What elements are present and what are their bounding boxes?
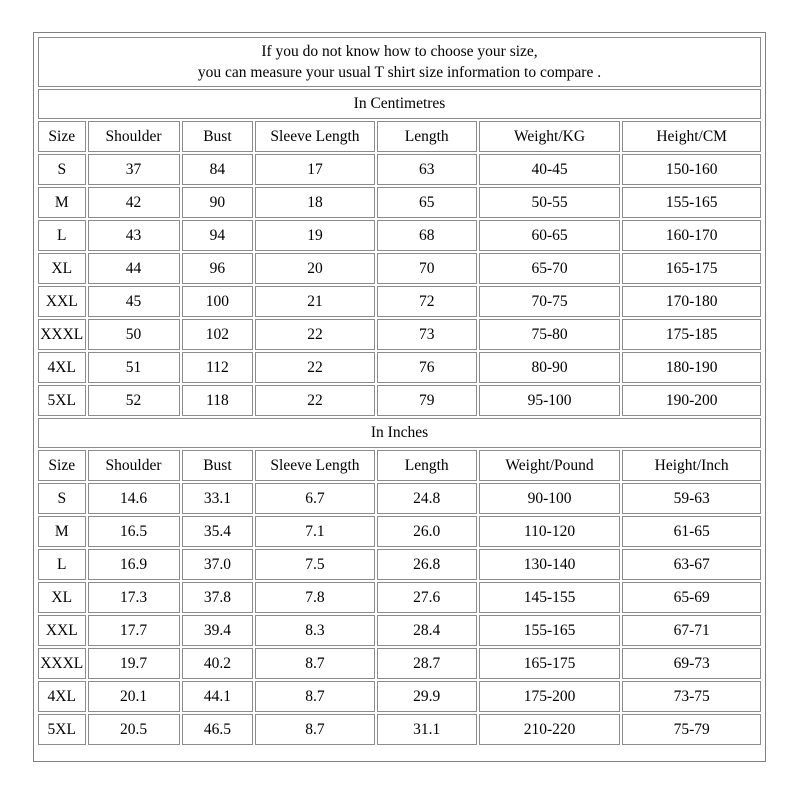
table-cell: 14.6 (88, 483, 180, 514)
table-cell: 63-67 (622, 549, 761, 580)
table-cell: 110-120 (479, 516, 621, 547)
table-cell: 73 (377, 319, 477, 350)
table-cell: 7.8 (255, 582, 374, 613)
table-cell: 35.4 (182, 516, 254, 547)
table-cell: 44.1 (182, 681, 254, 712)
header-row-centimetres (38, 121, 761, 152)
table-cell: 75-79 (622, 714, 761, 745)
table-cell: 175-185 (622, 319, 761, 350)
table-cell: 96 (182, 253, 254, 284)
table-row (38, 648, 761, 679)
table-cell: 73-75 (622, 681, 761, 712)
table-cell: 94 (182, 220, 254, 251)
table-cell: 60-65 (479, 220, 621, 251)
table-cell: 65-69 (622, 582, 761, 613)
table-cell: 100 (182, 286, 254, 317)
table-cell: 175-200 (479, 681, 621, 712)
table-cell: 21 (255, 286, 374, 317)
column-header: Shoulder (88, 121, 180, 152)
table-cell: 170-180 (622, 286, 761, 317)
table-cell: 50 (88, 319, 180, 350)
size-cell: XXL (38, 615, 86, 646)
table-cell: 65 (377, 187, 477, 218)
table-cell: 180-190 (622, 352, 761, 383)
table-row (38, 681, 761, 712)
table-cell: 20 (255, 253, 374, 284)
size-chart-table (36, 35, 763, 747)
column-header: Bust (182, 450, 254, 481)
table-cell: 65-70 (479, 253, 621, 284)
column-header: Sleeve Length (255, 450, 374, 481)
table-cell: 29.9 (377, 681, 477, 712)
table-cell: 22 (255, 319, 374, 350)
table-cell: 76 (377, 352, 477, 383)
column-header: Height/CM (622, 121, 761, 152)
table-cell: 51 (88, 352, 180, 383)
table-cell: 22 (255, 352, 374, 383)
table-cell: 68 (377, 220, 477, 251)
column-header: Sleeve Length (255, 121, 374, 152)
table-cell: 155-165 (622, 187, 761, 218)
table-cell: 28.4 (377, 615, 477, 646)
size-cell: M (38, 516, 86, 547)
table-cell: 8.7 (255, 714, 374, 745)
size-cell: S (38, 483, 86, 514)
table-row (38, 714, 761, 745)
table-cell: 19 (255, 220, 374, 251)
table-cell: 50-55 (479, 187, 621, 218)
table-row (38, 615, 761, 646)
table-cell: 16.5 (88, 516, 180, 547)
size-cell: XL (38, 253, 86, 284)
table-cell: 63 (377, 154, 477, 185)
table-cell: 118 (182, 385, 254, 416)
size-cell: 5XL (38, 714, 86, 745)
size-cell: XXXL (38, 648, 86, 679)
section-title-centimetres: In Centimetres (38, 89, 761, 119)
table-cell: 26.8 (377, 549, 477, 580)
column-header: Weight/KG (479, 121, 621, 152)
size-cell: S (38, 154, 86, 185)
column-header: Length (377, 121, 477, 152)
size-cell: 5XL (38, 385, 86, 416)
table-cell: 45 (88, 286, 180, 317)
table-cell: 37.0 (182, 549, 254, 580)
section-title-inches: In Inches (38, 418, 761, 448)
table-row (38, 516, 761, 547)
table-cell: 84 (182, 154, 254, 185)
table-cell: 20.1 (88, 681, 180, 712)
table-cell: 37 (88, 154, 180, 185)
table-cell: 75-80 (479, 319, 621, 350)
table-cell: 79 (377, 385, 477, 416)
table-cell: 102 (182, 319, 254, 350)
column-header: Bust (182, 121, 254, 152)
table-cell: 8.7 (255, 681, 374, 712)
table-cell: 31.1 (377, 714, 477, 745)
table-cell: 33.1 (182, 483, 254, 514)
table-cell: 43 (88, 220, 180, 251)
column-header: Length (377, 450, 477, 481)
table-cell: 40-45 (479, 154, 621, 185)
table-cell: 165-175 (479, 648, 621, 679)
table-cell: 112 (182, 352, 254, 383)
table-cell: 190-200 (622, 385, 761, 416)
size-cell: XL (38, 582, 86, 613)
table-cell: 61-65 (622, 516, 761, 547)
table-cell: 37.8 (182, 582, 254, 613)
header-row-inches (38, 450, 761, 481)
size-cell: XXL (38, 286, 86, 317)
table-row (38, 549, 761, 580)
table-cell: 145-155 (479, 582, 621, 613)
column-header: Size (38, 121, 86, 152)
intro-note (38, 37, 761, 87)
table-cell: 210-220 (479, 714, 621, 745)
table-row (38, 154, 761, 185)
size-cell: L (38, 549, 86, 580)
size-cell: L (38, 220, 86, 251)
table-row (38, 253, 761, 284)
table-cell: 44 (88, 253, 180, 284)
table-cell: 19.7 (88, 648, 180, 679)
table-cell: 90-100 (479, 483, 621, 514)
table-cell: 80-90 (479, 352, 621, 383)
size-cell: M (38, 187, 86, 218)
size-cell: 4XL (38, 352, 86, 383)
table-cell: 90 (182, 187, 254, 218)
size-chart-frame (33, 32, 766, 762)
table-cell: 70-75 (479, 286, 621, 317)
table-cell: 16.9 (88, 549, 180, 580)
table-cell: 17 (255, 154, 374, 185)
table-cell: 39.4 (182, 615, 254, 646)
intro-line-2: you can measure your usual T shirt size information to compare . (197, 64, 602, 81)
column-header: Size (38, 450, 86, 481)
table-row (38, 582, 761, 613)
table-cell: 40.2 (182, 648, 254, 679)
table-row (38, 187, 761, 218)
table-row (38, 385, 761, 416)
table-cell: 59-63 (622, 483, 761, 514)
table-cell: 18 (255, 187, 374, 218)
table-cell: 42 (88, 187, 180, 218)
table-cell: 24.8 (377, 483, 477, 514)
table-cell: 17.7 (88, 615, 180, 646)
table-cell: 155-165 (479, 615, 621, 646)
table-cell: 6.7 (255, 483, 374, 514)
table-cell: 7.5 (255, 549, 374, 580)
table-cell: 150-160 (622, 154, 761, 185)
table-cell: 130-140 (479, 549, 621, 580)
table-cell: 67-71 (622, 615, 761, 646)
table-row (38, 286, 761, 317)
table-cell: 95-100 (479, 385, 621, 416)
table-cell: 46.5 (182, 714, 254, 745)
table-cell: 20.5 (88, 714, 180, 745)
table-row (38, 483, 761, 514)
table-cell: 17.3 (88, 582, 180, 613)
intro-line-1: If you do not know how to choose your size, (261, 43, 538, 60)
size-cell: 4XL (38, 681, 86, 712)
table-row (38, 319, 761, 350)
size-cell: XXXL (38, 319, 86, 350)
table-cell: 28.7 (377, 648, 477, 679)
table-row (38, 220, 761, 251)
column-header: Shoulder (88, 450, 180, 481)
table-cell: 52 (88, 385, 180, 416)
column-header: Height/Inch (622, 450, 761, 481)
table-cell: 70 (377, 253, 477, 284)
table-cell: 22 (255, 385, 374, 416)
table-cell: 160-170 (622, 220, 761, 251)
table-cell: 69-73 (622, 648, 761, 679)
table-cell: 8.3 (255, 615, 374, 646)
table-cell: 27.6 (377, 582, 477, 613)
column-header: Weight/Pound (479, 450, 621, 481)
table-cell: 165-175 (622, 253, 761, 284)
table-cell: 26.0 (377, 516, 477, 547)
table-cell: 8.7 (255, 648, 374, 679)
table-cell: 7.1 (255, 516, 374, 547)
table-cell: 72 (377, 286, 477, 317)
table-row (38, 352, 761, 383)
